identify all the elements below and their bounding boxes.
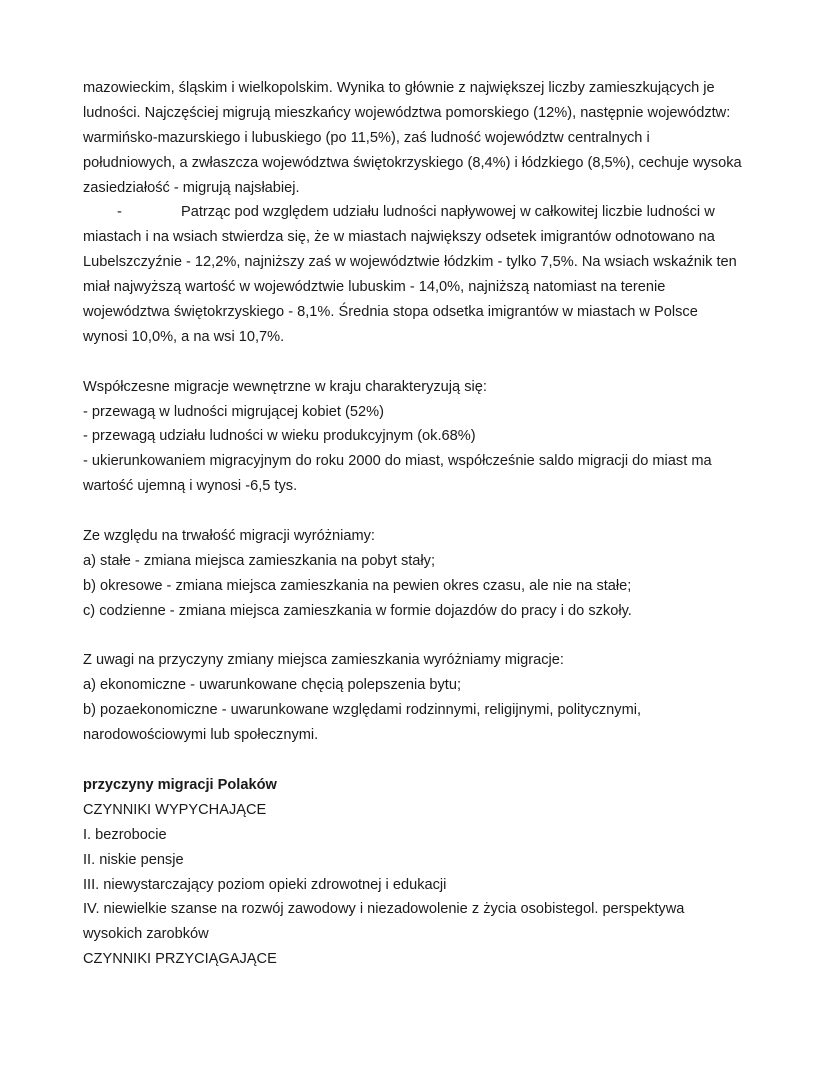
text-line: warmińsko-mazurskiego i lubuskiego (po 11,5%), zaś ludność województw centralnych i [83, 129, 650, 146]
list-item: b) pozaekonomiczne - uwarunkowane względami rodzinnymi, religijnymi, politycznymi, [83, 702, 642, 719]
text-line: narodowościowymi lub społecznymi. [83, 727, 319, 744]
bullet-text: Patrząc pod względem udziału ludności napływowej w całkowitej liczbie ludności w [181, 204, 715, 221]
text-line: Z uwagi na przyczyny zmiany miejsca zamieszkania wyróżniamy migracje: [83, 652, 564, 669]
text-line: wartość ujemną i wynosi -6,5 tys. [83, 478, 298, 495]
list-item: IV. niewielkie szanse na rozwój zawodowy i niezadowolenie z życia osobistegol. perspektywa [83, 901, 685, 918]
list-heading: CZYNNIKI PRZYCIĄGAJĄCE [83, 951, 277, 968]
list-item: III. niewystarczający poziom opieki zdrowotnej i edukacji [83, 876, 447, 893]
list-heading: CZYNNIKI WYPYCHAJĄCE [83, 801, 267, 818]
document-page [83, 76, 753, 972]
bullet-immigrant-share [83, 200, 753, 349]
spacer [83, 350, 753, 375]
spacer [83, 748, 753, 773]
section-migration-permanence [83, 524, 753, 624]
list-item: c) codzienne - zmiana miejsca zamieszkania w formie dojazdów do pracy i do szkoły. [83, 602, 632, 619]
list-item: - przewagą w ludności migrującej kobiet (52%) [83, 403, 384, 420]
paragraph-regional-migration [83, 76, 753, 200]
text-line: ludności. Najczęściej migrują mieszkańcy województwa pomorskiego (12%), następnie województw: [83, 104, 731, 121]
text-line: wynosi 10,0%, a na wsi 10,7%. [83, 328, 285, 345]
section-contemporary-migration [83, 375, 753, 499]
section-polish-migration [83, 773, 753, 972]
list-item: b) okresowe - zmiana miejsca zamieszkania na pewien okres czasu, ale nie na stałe; [83, 577, 632, 594]
list-item: a) ekonomiczne - uwarunkowane chęcią polepszenia bytu; [83, 677, 462, 694]
text-line: Lubelszczyźnie - 12,2%, najniższy zaś w województwie łódzkim - tylko 7,5%. Na wsiach wskaźnik ten [83, 254, 737, 271]
text-line: Współczesne migracje wewnętrzne w kraju charakteryzują się: [83, 378, 487, 395]
text-line: województwa świętokrzyskiego - 8,1%. Średnia stopa odsetka imigrantów w miastach w Polsce [83, 304, 698, 321]
text-line: mazowieckim, śląskim i wielkopolskim. Wynika to głównie z największej liczby zamieszkujących je [83, 80, 715, 96]
list-item: II. niskie pensje [83, 851, 184, 868]
bullet-marker: - [117, 204, 122, 221]
text-line: miastach i na wsiach stwierdza się, że w miastach największy odsetek imigrantów odnotowano na [83, 229, 715, 246]
list-item: - ukierunkowaniem migracyjnym do roku 2000 do miast, współcześnie saldo migracji do miast ma [83, 453, 712, 470]
bullet-first-line [83, 200, 753, 225]
text-line: południowych, a zwłaszcza województwa świętokrzyskiego (8,4%) i łódzkiego (8,5%), cechuje wysoka [83, 154, 742, 171]
text-line: zasiedziałość - migrują najsłabiej. [83, 179, 300, 196]
list-item: - przewagą udziału ludności w wieku produkcyjnym (ok.68%) [83, 428, 476, 445]
list-item: I. bezrobocie [83, 826, 167, 843]
section-migration-causes [83, 648, 753, 748]
spacer [83, 624, 753, 649]
text-line: miał najwyższą wartość w województwie lubuskim - 14,0%, najniższą natomiast na terenie [83, 279, 666, 296]
spacer [83, 499, 753, 524]
section-heading: przyczyny migracji Polaków [83, 776, 277, 793]
list-item: a) stałe - zmiana miejsca zamieszkania na pobyt stały; [83, 552, 436, 569]
text-line: wysokich zarobków [83, 926, 209, 943]
text-line: Ze względu na trwałość migracji wyróżniamy: [83, 528, 375, 545]
